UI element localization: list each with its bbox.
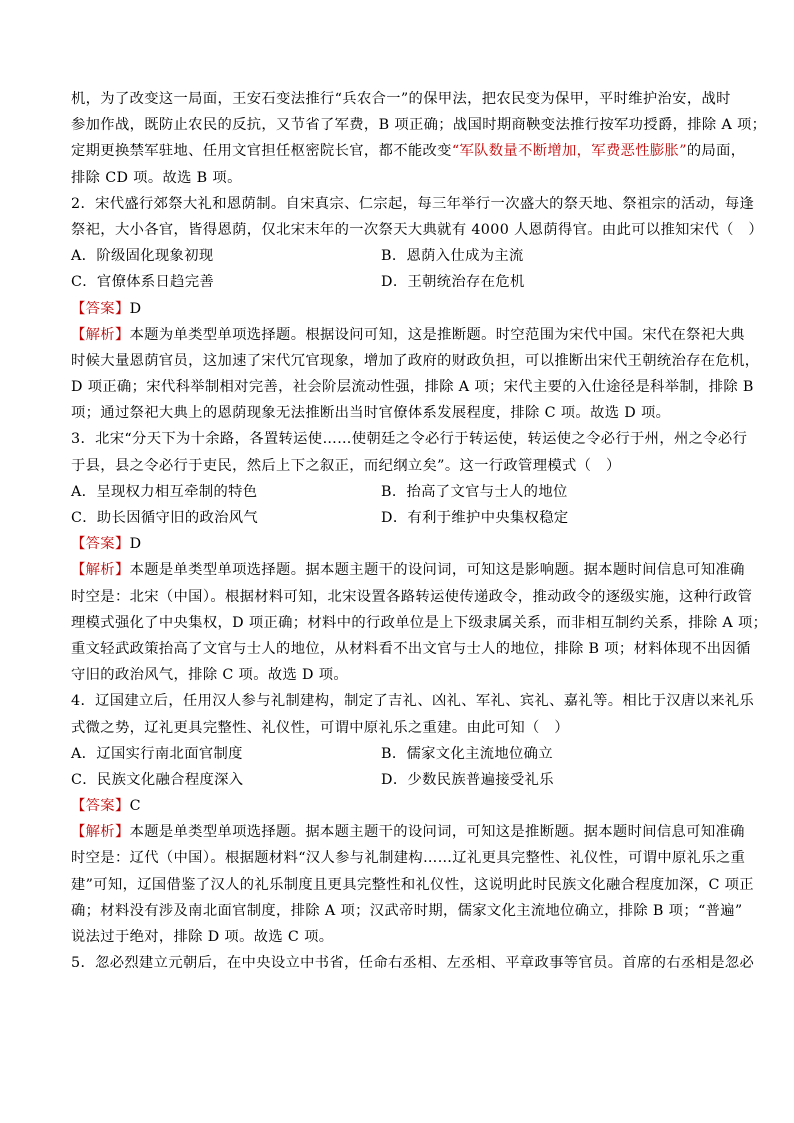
options-row xyxy=(71,505,726,531)
answer-value: C xyxy=(129,798,141,815)
analysis-text: 本题是单类型单项选择题。据本题主题干的设问词，可知这是推断题。据本题时间信息可知准确 xyxy=(129,824,745,841)
analysis-line: 时空是：辽代（中国）。根据题材料“汉人参与礼制建构……辽礼更具完整性、礼仪性，可谓中原礼乐之重 xyxy=(71,850,746,867)
options-row xyxy=(71,479,726,505)
document-page xyxy=(71,86,768,976)
analysis-text: 本题是单类型单项选择题。据本题主题干的设问词，可知这是影响题。据本题时间信息可知准确 xyxy=(129,562,745,579)
options-row xyxy=(71,243,726,269)
highlighted-quote: “军队数量不断增加，军费恶性膨胀” xyxy=(451,143,687,160)
analysis-line: 理模式强化了中央集权，D 项正确；材料中的行政单位是上下级隶属关系，而非相互制约关系，排除 A 项； xyxy=(71,614,768,631)
option-c: C．助长因循守旧的政治风气 xyxy=(71,510,259,526)
text-line: 机，为了改变这一局面，王安石变法推行“兵农合一”的保甲法，把农民变为保甲，平时维护治安，战时 xyxy=(71,91,731,107)
option-a: A．阶级固化现象初现 xyxy=(71,248,214,265)
option-c: C．民族文化融合程度深入 xyxy=(71,771,244,788)
question-3 xyxy=(71,426,768,688)
analysis-line xyxy=(71,819,745,845)
question-2 xyxy=(71,191,764,427)
options-row xyxy=(71,741,726,767)
analysis-line: 守旧的政治风气，排除 C 项。故选 D 项。 xyxy=(71,667,349,684)
analysis-label: 【解析】 xyxy=(71,326,130,343)
question-5 xyxy=(71,950,755,976)
analysis-line: 重文轻武政策抬高了文官与士人的地位，从材料看不出文官与士人的地位，排除 B 项；材料体现不出因循 xyxy=(71,640,751,657)
option-a: A．辽国实行南北面官制度 xyxy=(71,745,243,762)
option-d: D．少数民族普遍接受礼乐 xyxy=(381,771,554,788)
answer-label: 【答案】 xyxy=(71,300,130,317)
previous-analysis-continuation xyxy=(71,86,767,191)
question-stem-line: 2．宋代盛行郊祭大礼和恩荫制。自宋真宗、仁宗起，每三年举行一次盛大的祭天地、祭祖宗的活动，每逢 xyxy=(71,195,755,212)
answer-line xyxy=(71,531,726,557)
option-b: B．儒家文化主流地位确立 xyxy=(381,745,553,762)
question-stem-line: 4．辽国建立后，任用汉人参与礼制建构，制定了吉礼、凶礼、军礼、宾礼、嘉礼等。相比于汉唐以来礼乐 xyxy=(71,693,755,710)
option-a: A．呈现权力相互牵制的特色 xyxy=(71,483,258,500)
analysis-line: D 项正确；宋代科举制相对完善，社会阶层流动性强，排除 A 项；宋代主要的入仕途径是科举制，排除 B xyxy=(71,379,754,396)
analysis-text: 本题为单类型单项选择题。根据设问可知，这是推断题。时空范围为宋代中国。宋代在祭祀大典 xyxy=(129,326,745,343)
answer-value: D xyxy=(129,536,142,553)
analysis-label: 【解析】 xyxy=(71,562,130,579)
question-stem-line: 式微之势，辽礼更具完整性、礼仪性，可谓中原礼乐之重建。由此可知（ ） xyxy=(71,719,569,736)
option-d: D．有利于维护中央集权稳定 xyxy=(381,510,569,526)
analysis-line: 确；材料没有涉及南北面官制度，排除 A 项；汉武帝时期，儒家文化主流地位确立，排除 B 项；“普遍” xyxy=(71,902,743,919)
option-b: B．恩荫入仕成为主流 xyxy=(381,248,524,265)
options-row xyxy=(71,269,726,295)
analysis-line: 说法过于绝对，排除 D 项。故选 C 项。 xyxy=(71,929,334,945)
analysis-line: 项；通过祭祀大典上的恩荫现象无法推断出当时官僚体系发展程度，排除 C 项。故选 D 项。 xyxy=(71,405,671,422)
question-stem-line: 3．北宋“分天下为十余路，各置转运使……使朝廷之令必行于转运使，转运使之令必行于州，州之令必行 xyxy=(71,431,748,448)
text-line: 参加作战，既防止农民的反抗，又节省了军费，B 项正确；战国时期商鞅变法推行按军功授爵，排除 A 项； xyxy=(71,117,767,134)
options-row xyxy=(71,767,726,793)
answer-line xyxy=(71,793,726,819)
analysis-line: 建”可知，辽国借鉴了汉人的礼乐制度且更具完整性和礼仪性，这说明此时民族文化融合程度加深，C 项正 xyxy=(71,876,754,893)
text-line: 排除 CD 项。故选 B 项。 xyxy=(71,169,242,186)
text-line xyxy=(71,138,746,164)
question-stem-line: 祭祀，大小各官，皆得恩荫，仅北宋末年的一次祭天大典就有 4000 人恩荫得官。由此可以推知宋代（ ） xyxy=(71,221,764,238)
answer-value: D xyxy=(129,300,142,317)
question-4 xyxy=(71,688,755,950)
answer-line xyxy=(71,296,726,322)
text-span: 的局面， xyxy=(686,143,746,160)
analysis-line: 时空是：北宋（中国）。根据材料可知，北宋设置各路转运使传递政令，推动政令的逐级实施，这种行政管 xyxy=(71,588,753,605)
option-d: D．王朝统治存在危机 xyxy=(381,274,525,291)
text-span: 定期更换禁军驻地、任用文官担任枢密院长官，都不能改变 xyxy=(71,143,452,160)
answer-label: 【答案】 xyxy=(71,798,130,815)
analysis-line xyxy=(71,557,745,583)
question-stem-line: 于县，县之令必行于吏民，然后上下之叙正，而纪纲立矣”。这一行政管理模式（ ） xyxy=(71,457,621,474)
answer-label: 【答案】 xyxy=(71,536,130,553)
analysis-label: 【解析】 xyxy=(71,824,130,841)
question-stem-line: 5．忽必烈建立元朝后，在中央设立中书省，任命右丞相、左丞相、平章政事等官员。首席的右丞相是忽必 xyxy=(71,955,755,972)
analysis-line: 时候大量恩荫官员，这加速了宋代冗官现象，增加了政府的财政负担，可以推断出宋代王朝统治存在危机， xyxy=(71,352,760,369)
option-c: C．官僚体系日趋完善 xyxy=(71,274,215,291)
analysis-line xyxy=(71,322,745,348)
option-b: B．抬高了文官与士人的地位 xyxy=(381,483,568,500)
